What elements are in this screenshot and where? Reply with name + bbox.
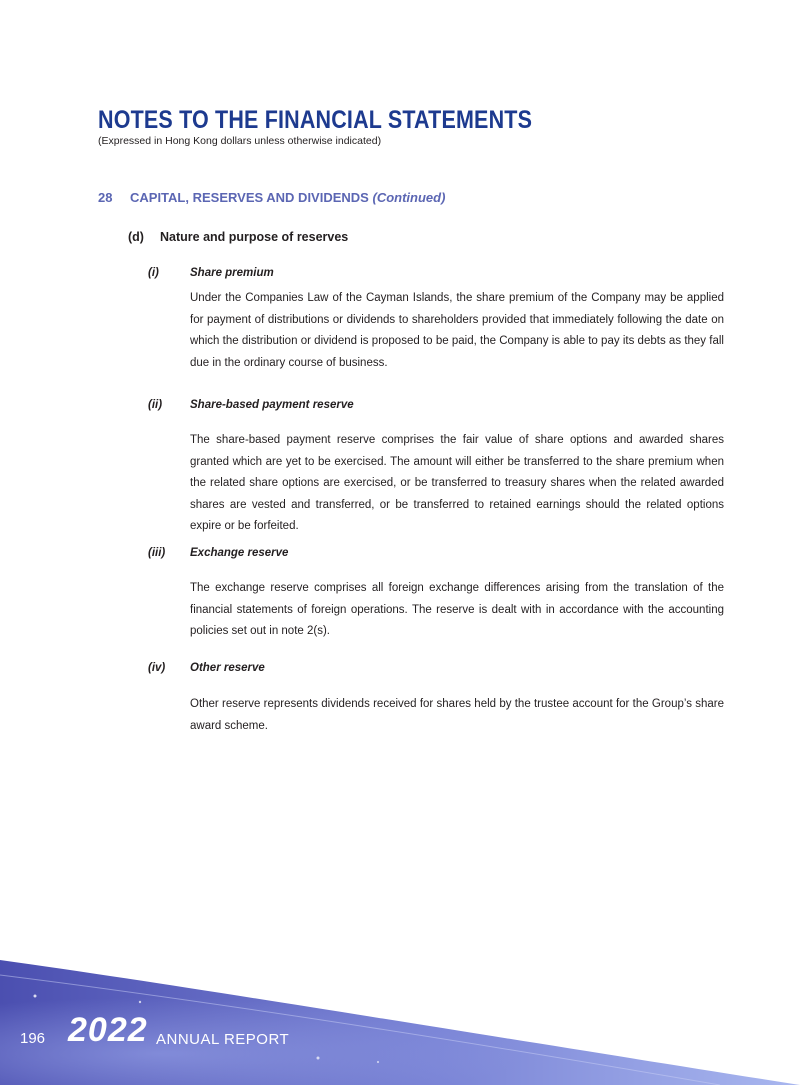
report-year: 2022 [68,1011,148,1049]
report-label: ANNUAL REPORT [156,1031,290,1048]
item-title: Share-based payment reserve [190,399,354,411]
section-continued: (Continued) [372,190,446,205]
item-title: Exchange reserve [190,547,289,559]
page-subtitle: (Expressed in Hong Kong dollars unless otherwise indicated) [98,135,382,147]
subsection-number: (d) [128,230,144,244]
item-number: (i) [148,267,159,279]
item-number: (iv) [148,662,166,674]
item-number: (ii) [148,399,163,411]
section-heading [98,190,445,205]
page-number: 196 [20,1030,46,1047]
page-title: NOTES TO THE FINANCIAL STATEMENTS [98,106,533,134]
item-heading [148,547,288,559]
item-heading [148,267,274,279]
subsection-heading [128,230,348,244]
item-paragraph: Under the Companies Law of the Cayman Islands, the share premium of the Company may be applied for payment of distributions or dividends to shareholders provided that immediately following the date on which the distribution or dividend is proposed to be paid, the Company is able to pay its debts as they fall due in the ordinary course of business. [190,292,724,369]
section-title: CAPITAL, RESERVES AND DIVIDENDS [130,190,369,205]
item-paragraph: Other reserve represents dividends received for shares held by the trustee account for the Group’s share award scheme. [190,698,724,732]
item-title: Other reserve [190,662,265,674]
item-number: (iii) [148,547,166,559]
item-heading [148,662,265,674]
item-paragraph: The exchange reserve comprises all foreign exchange differences arising from the translation of the financial statements of foreign operations. The reserve is dealt with in accordance with the accounting policies set out in note 2(s). [190,582,724,637]
item-heading [148,399,354,411]
subsection-title: Nature and purpose of reserves [160,230,349,244]
section-number: 28 [98,190,113,205]
item-title: Share premium [190,267,274,279]
item-paragraph: The share-based payment reserve comprises the fair value of share options and awarded shares granted which are yet to be exercised. The amount will either be transferred to the share premium when the related share options are exercised, or be transferred to treasury shares when the related awarded shares are vested and transferred, or be transferred to retained earnings should the related options expire or be forfeited. [190,434,724,532]
